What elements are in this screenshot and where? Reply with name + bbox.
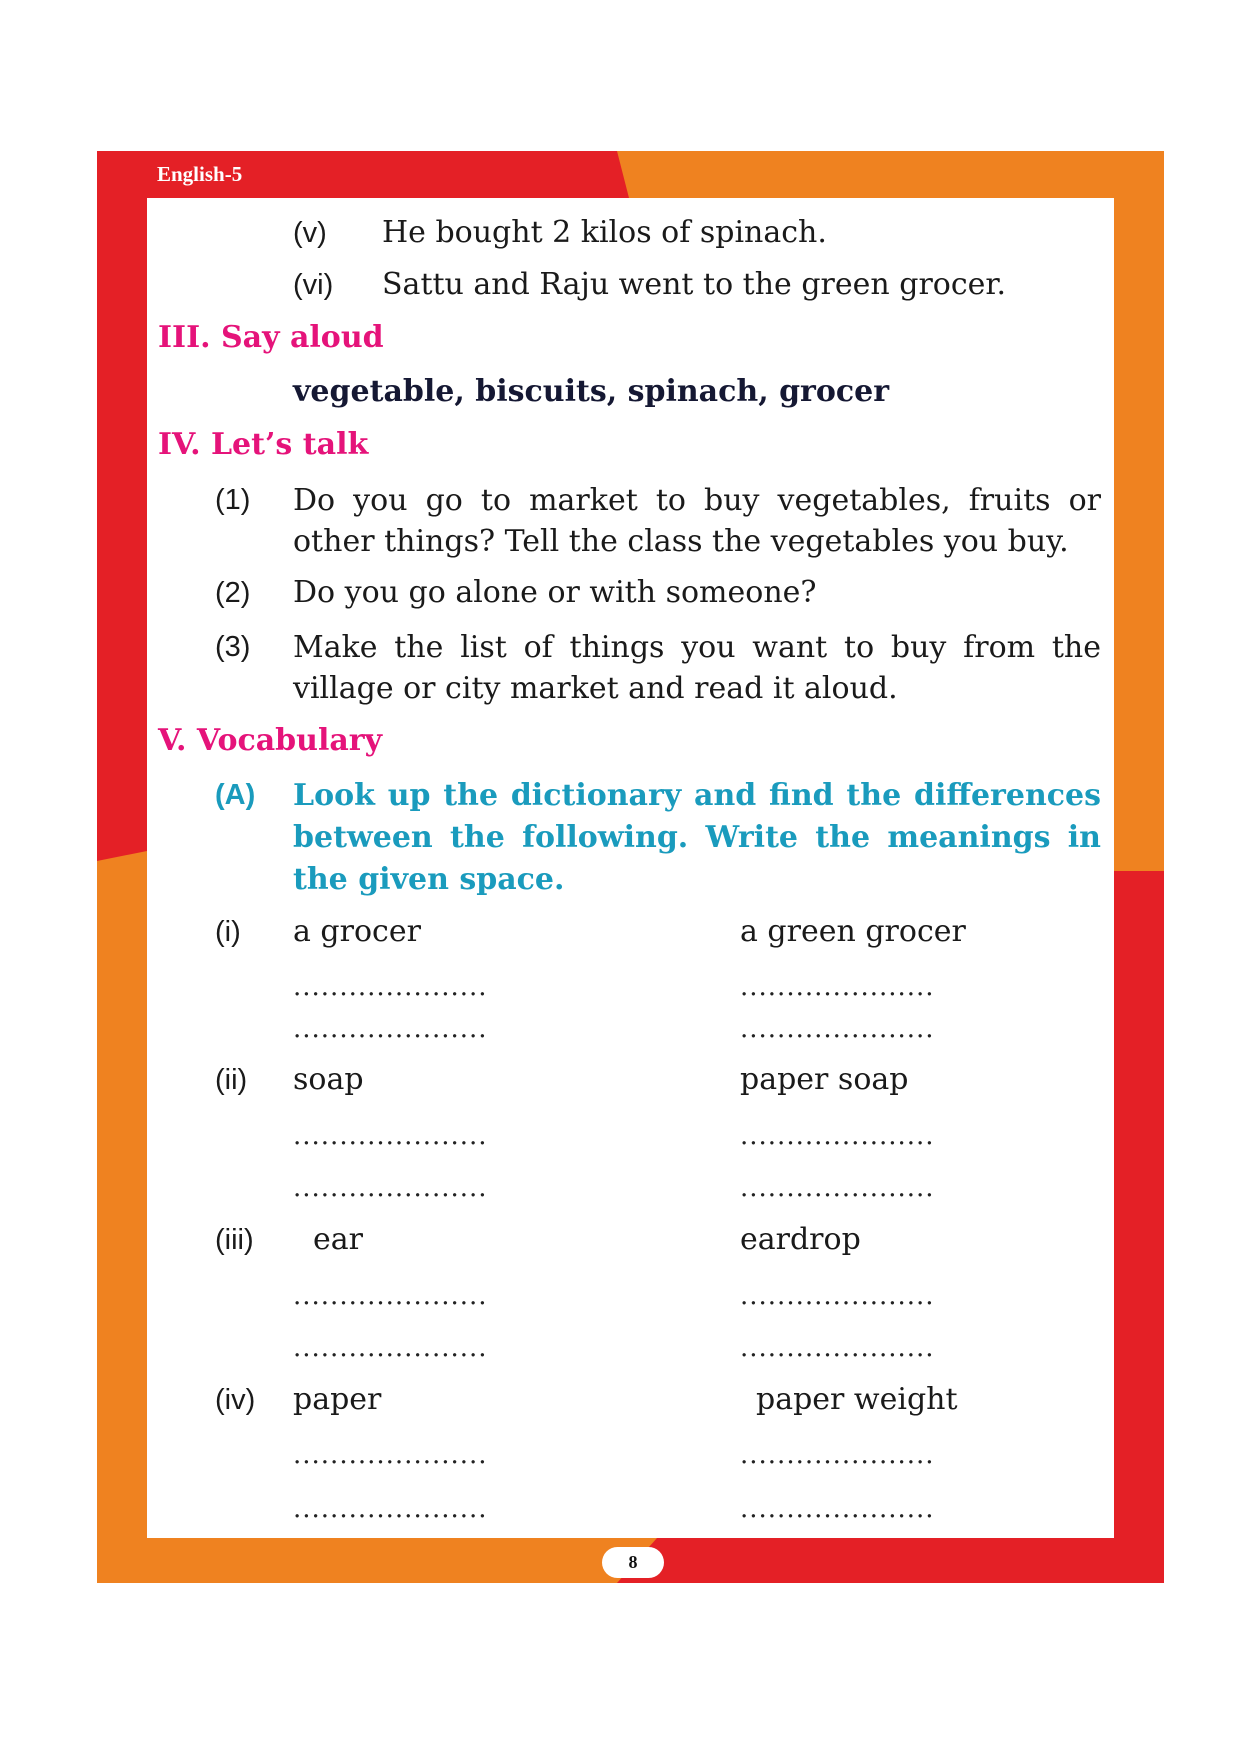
pair-left-word: a grocer xyxy=(293,914,421,949)
vocabulary-instruction: Look up the dictionary and find the differences between the following. Write the meanings in the given space. xyxy=(293,778,1101,897)
answer-blank: ..................... xyxy=(293,1440,488,1470)
section-heading-lets-talk: IV. Let’s talk xyxy=(158,427,369,462)
pair-right-word: eardrop xyxy=(740,1222,861,1257)
book-title: English-5 xyxy=(157,162,243,186)
answer-blank: ..................... xyxy=(293,1494,488,1524)
answer-blank: ..................... xyxy=(740,1440,935,1470)
answer-blank: ..................... xyxy=(740,1494,935,1524)
pair-right-word: a green grocer xyxy=(740,914,966,949)
item-number: (1) xyxy=(215,484,251,516)
answer-blank: ..................... xyxy=(293,1121,488,1151)
sub-section-label: (A) xyxy=(215,779,256,811)
answer-blank: ..................... xyxy=(740,1333,935,1363)
pair-number: (iii) xyxy=(215,1224,254,1256)
pair-number: (ii) xyxy=(215,1064,248,1096)
item-number: (2) xyxy=(215,577,251,609)
answer-blank: ..................... xyxy=(740,1281,935,1311)
pair-left-word: soap xyxy=(293,1062,364,1097)
pair-right-word: paper weight xyxy=(756,1382,958,1417)
item-number: (vi) xyxy=(293,269,334,301)
pair-right-word: paper soap xyxy=(740,1062,909,1097)
section-heading-say-aloud: III. Say aloud xyxy=(158,320,384,355)
answer-blank: ..................... xyxy=(293,1281,488,1311)
pair-number: (i) xyxy=(215,916,241,948)
answer-blank: ..................... xyxy=(293,1173,488,1203)
item-text: Make the list of things you want to buy from the village or city market and read it aloud. xyxy=(293,630,1101,706)
item-number: (v) xyxy=(293,217,327,249)
page-number: 8 xyxy=(602,1547,664,1578)
item-text: Do you go to market to buy vegetables, fruits or other things? Tell the class the vegetables you buy. xyxy=(293,483,1101,559)
item-text: Sattu and Raju went to the green grocer. xyxy=(382,267,1006,302)
pair-left-word: paper xyxy=(293,1382,382,1417)
answer-blank: ..................... xyxy=(293,1014,488,1044)
say-aloud-words: vegetable, biscuits, spinach, grocer xyxy=(293,374,890,409)
item-text: He bought 2 kilos of spinach. xyxy=(382,215,827,250)
answer-blank: ..................... xyxy=(740,972,935,1002)
frame-orange-bottom-left xyxy=(97,1538,657,1583)
item-text: Do you go alone or with someone? xyxy=(293,575,817,610)
pair-number: (iv) xyxy=(215,1384,256,1416)
answer-blank: ..................... xyxy=(740,1121,935,1151)
frame-orange-left xyxy=(97,851,147,1583)
answer-blank: ..................... xyxy=(740,1014,935,1044)
item-number: (3) xyxy=(215,631,251,663)
answer-blank: ..................... xyxy=(293,972,488,1002)
answer-blank: ..................... xyxy=(293,1333,488,1363)
answer-blank: ..................... xyxy=(740,1173,935,1203)
section-heading-vocabulary: V. Vocabulary xyxy=(158,723,383,758)
pair-left-word: ear xyxy=(313,1222,363,1257)
